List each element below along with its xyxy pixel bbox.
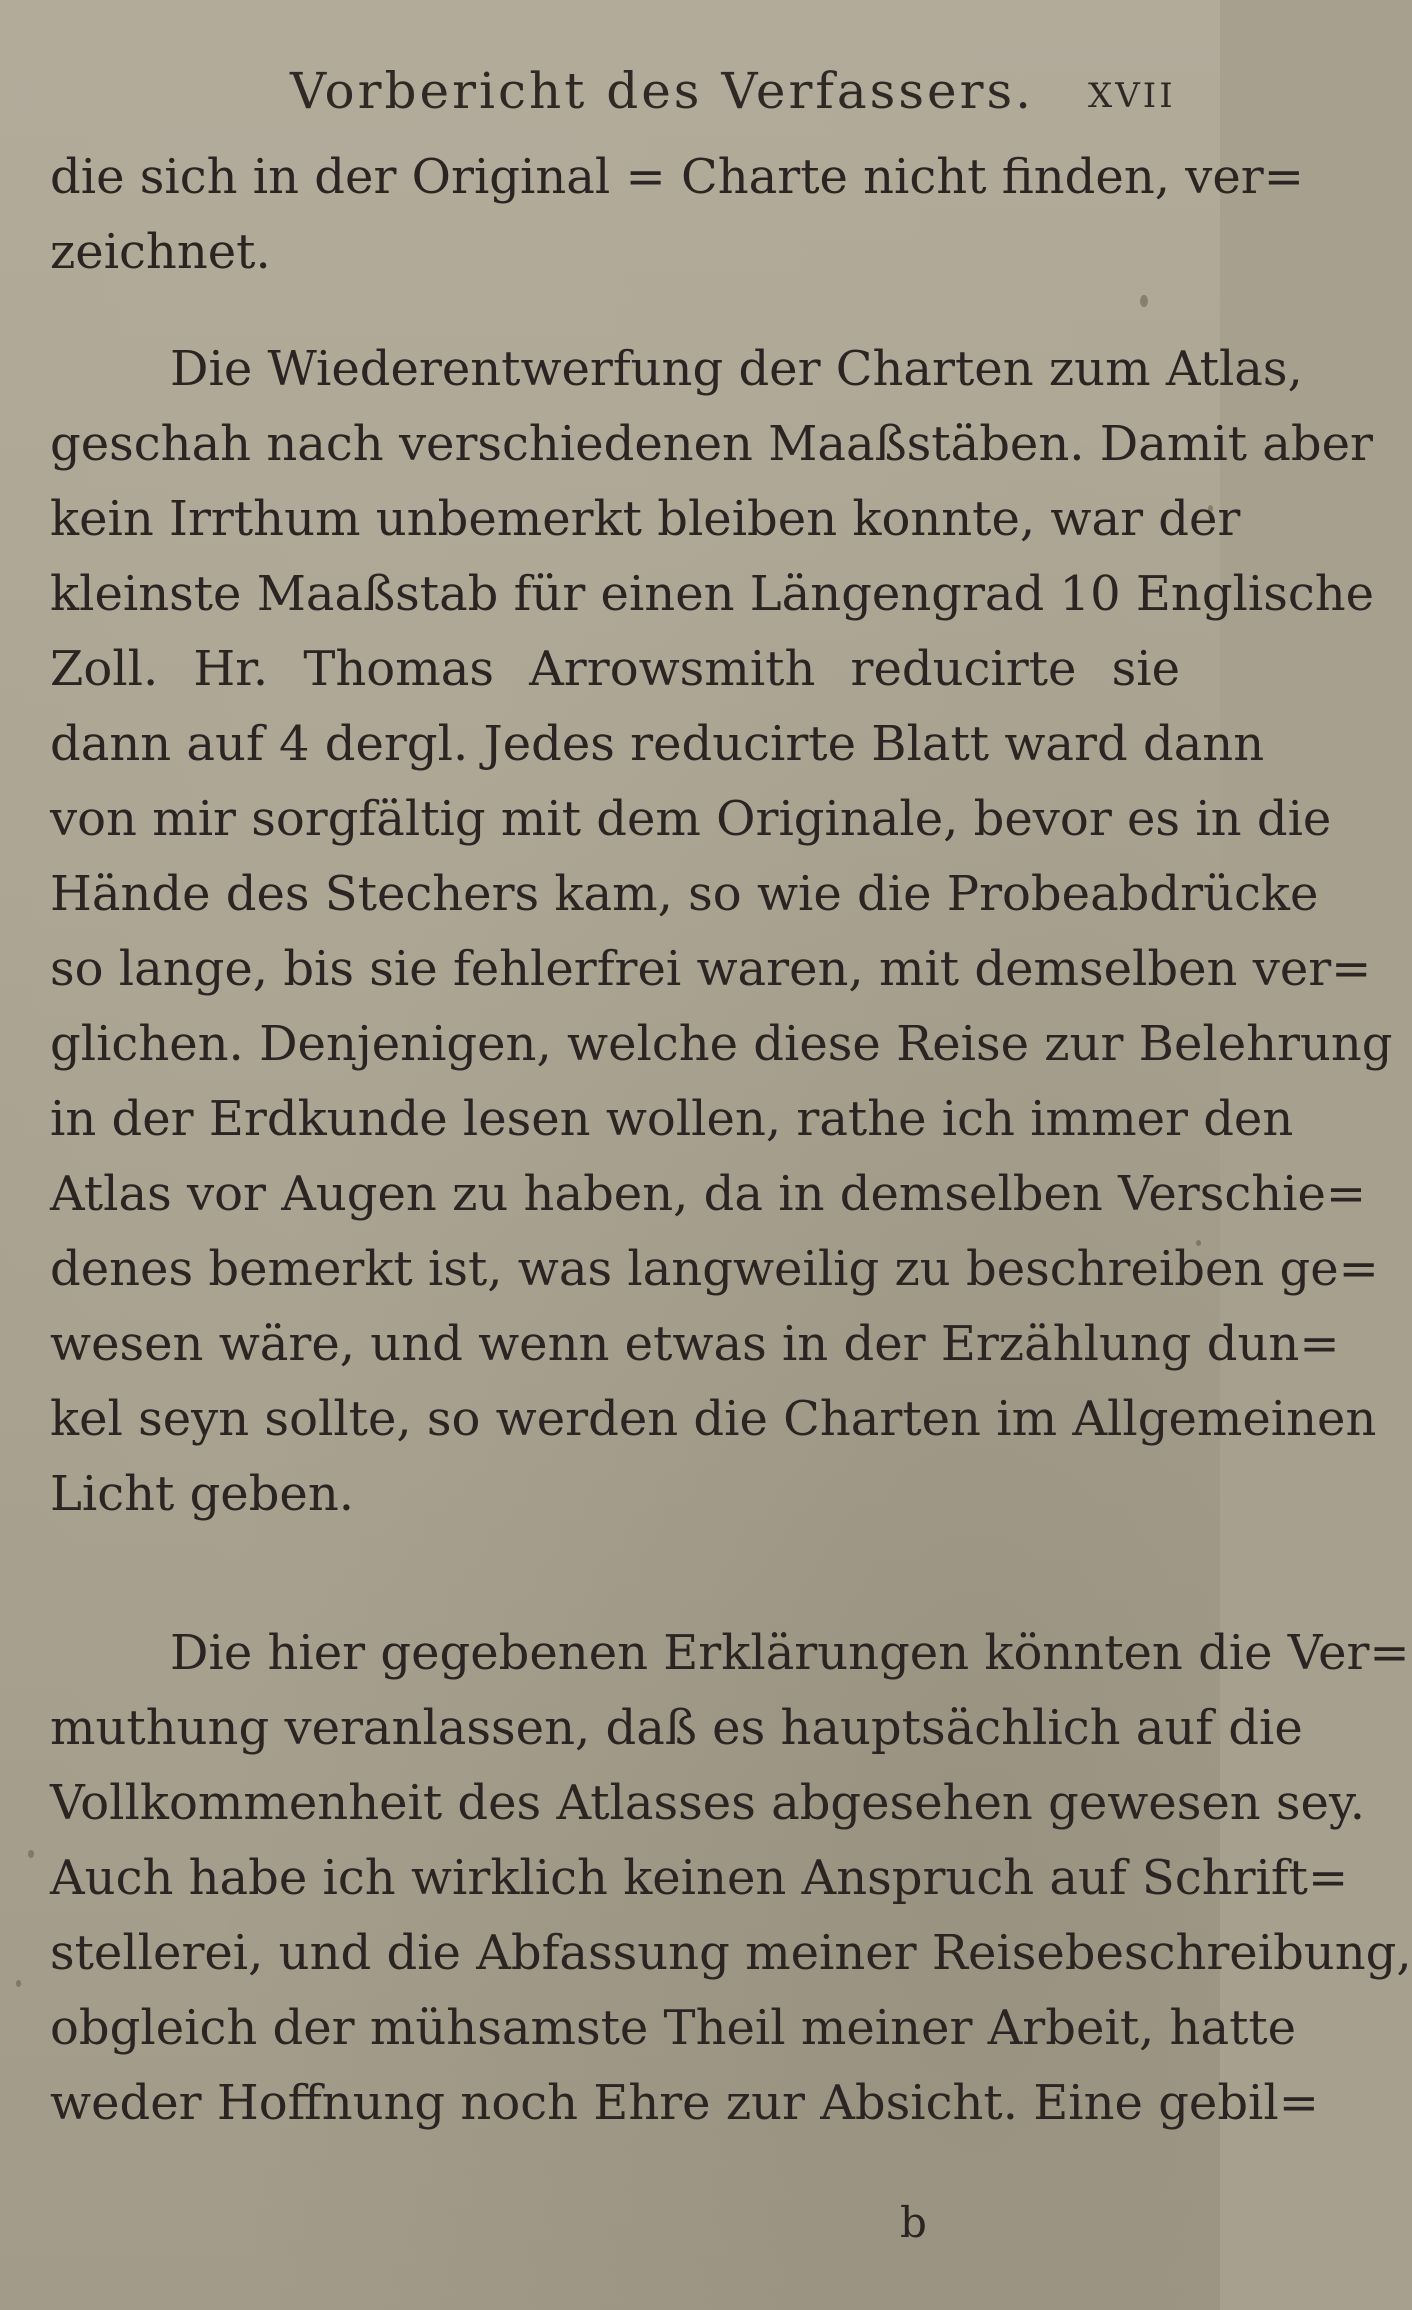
- text-line: dann auf 4 dergl. Jedes reducirte Blatt ward dann: [50, 716, 1265, 772]
- text-line: wesen wäre, und wenn etwas in der Erzählung dun=: [50, 1316, 1340, 1372]
- text-line: Atlas vor Augen zu haben, da in demselben Verschie=: [50, 1166, 1367, 1222]
- paper-speck: [16, 1980, 21, 1987]
- text-line: obgleich der mühsamste Theil meiner Arbeit, hatte: [50, 2000, 1297, 2056]
- text-line: Die Wiederentwerfung der Charten zum Atlas,: [170, 341, 1303, 397]
- paragraph-3: [50, 1616, 1412, 2141]
- paper-speck: [1140, 295, 1148, 307]
- text-line: geschah nach verschiedenen Maaßstäben. Damit aber: [50, 416, 1373, 472]
- paper-speck: [1208, 505, 1213, 512]
- text-line: die sich in der Original = Charte nicht finden, ver=: [50, 149, 1304, 205]
- paragraph-2: [50, 332, 1393, 1532]
- text-line: Vollkommenheit des Atlasses abgesehen gewesen sey.: [50, 1775, 1365, 1831]
- signature-mark: b: [900, 2198, 927, 2247]
- text-line: Die hier gegebenen Erklärungen könnten die Ver=: [170, 1625, 1410, 1681]
- paragraph-gap: [50, 1532, 1180, 1616]
- text-line: in der Erdkunde lesen wollen, rathe ich immer den: [50, 1091, 1294, 1147]
- text-line: Zoll. Hr. Thomas Arrowsmith reducirte sie: [50, 641, 1180, 697]
- paper-speck: [28, 1850, 34, 1858]
- running-title: Vorbericht des Verfassers.: [290, 62, 1035, 120]
- text-line: zeichnet.: [50, 224, 271, 280]
- paper-speck: [1196, 1240, 1201, 1246]
- text-line: Auch habe ich wirklich keinen Anspruch auf Schrift=: [50, 1850, 1349, 1906]
- text-line: glichen. Denjenigen, welche diese Reise zur Belehrung: [50, 1016, 1393, 1072]
- text-line: so lange, bis sie fehlerfrei waren, mit demselben ver=: [50, 941, 1372, 997]
- text-line: Licht geben.: [50, 1466, 355, 1522]
- paragraph-1: [50, 140, 1304, 290]
- text-line: kleinste Maaßstab für einen Längengrad 10 Englische: [50, 566, 1375, 622]
- page-header: [0, 62, 1220, 132]
- text-line: muthung veranlassen, daß es hauptsächlich auf die: [50, 1700, 1303, 1756]
- text-line: kein Irrthum unbemerkt bleiben konnte, war der: [50, 491, 1241, 547]
- text-line: denes bemerkt ist, was langweilig zu beschreiben ge=: [50, 1241, 1379, 1297]
- text-line: kel seyn sollte, so werden die Charten im Allgemeinen: [50, 1391, 1377, 1447]
- text-line: stellerei, und die Abfassung meiner Reisebeschreibung,: [50, 1925, 1412, 1981]
- body-text: [50, 140, 1412, 2141]
- page-number: XVII: [1088, 76, 1176, 116]
- text-line: Hände des Stechers kam, so wie die Probeabdrücke: [50, 866, 1319, 922]
- text-line: von mir sorgfältig mit dem Originale, bevor es in die: [50, 791, 1332, 847]
- text-line: weder Hoffnung noch Ehre zur Absicht. Eine gebil=: [50, 2075, 1319, 2131]
- paragraph-gap: [50, 290, 1180, 332]
